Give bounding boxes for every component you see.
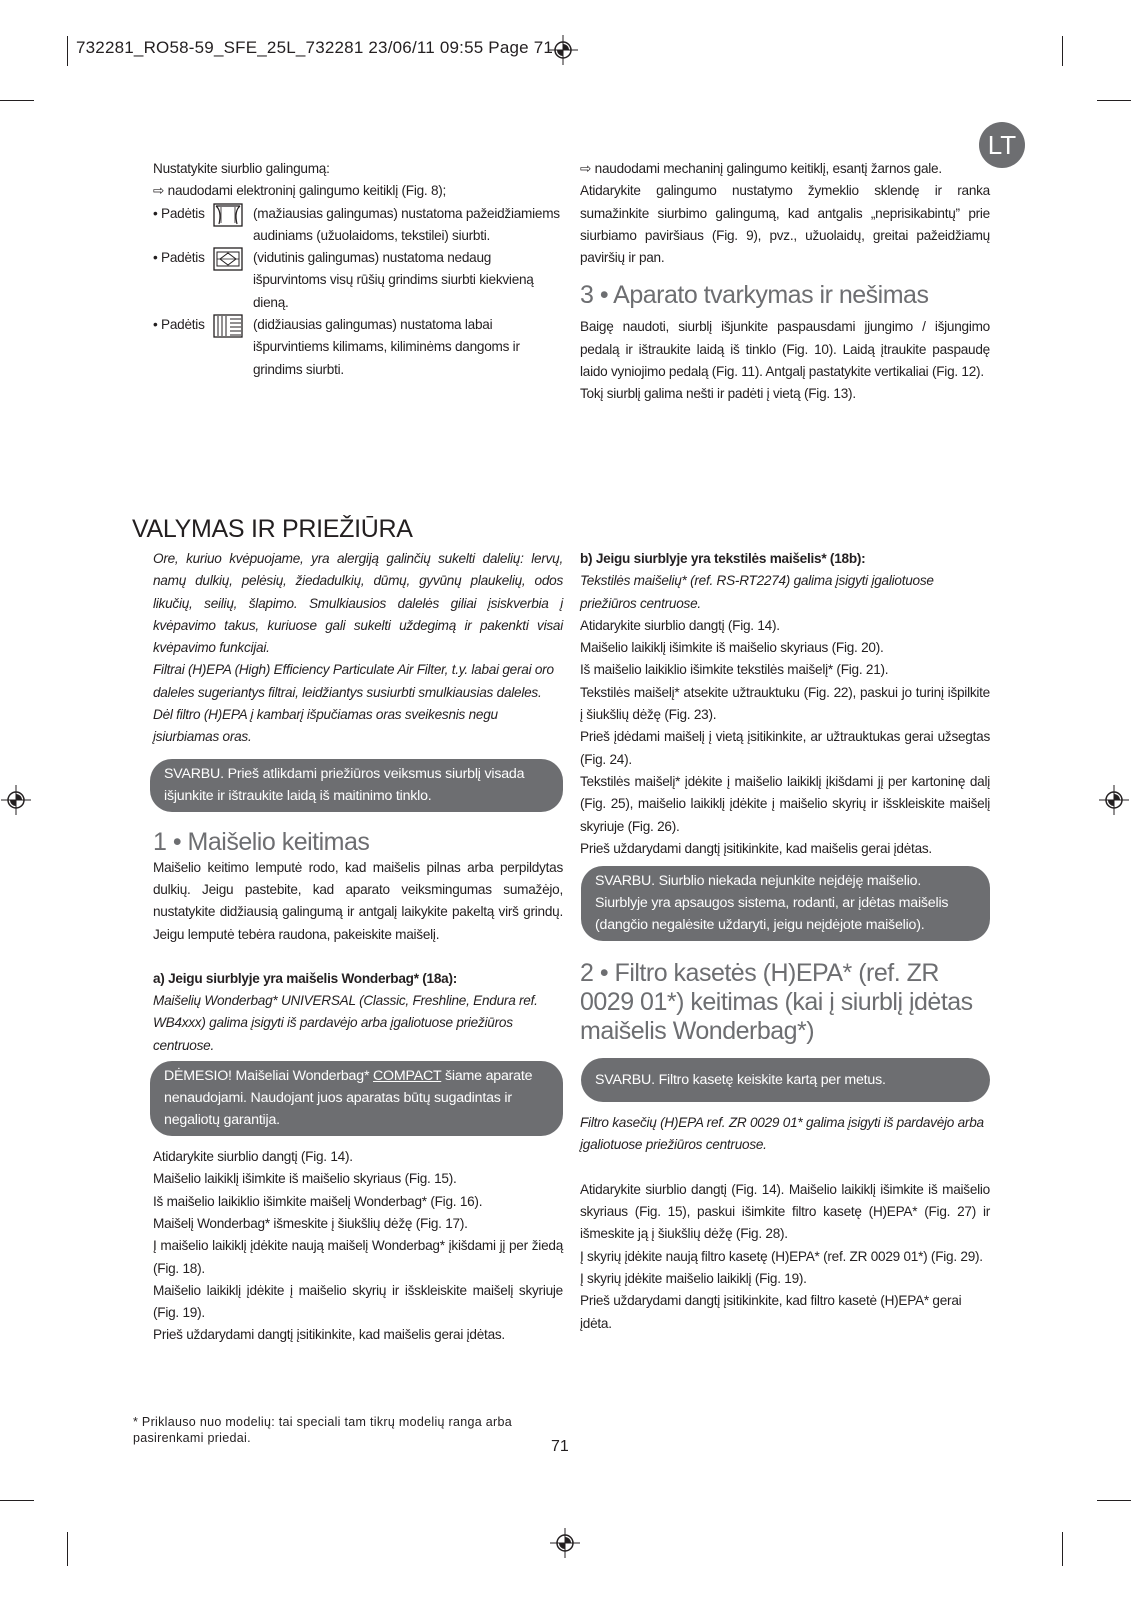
position-row-max [153,314,563,381]
section-2-title: 2 • Filtro kasetės (H)EPA* (ref. ZR 0029 01*) keitimas (kai į siurblį įdėtas maišelis Wonderbag*) [580,959,973,1046]
warning-box [150,1061,563,1136]
power-settings-right [580,158,990,406]
warning-compact: COMPACT [373,1068,442,1085]
important-box-2: SVARBU. Siurblio niekada nejunkite neįdėję maišelio. Siurblyje yra apsaugos sistema, rodanti, ar įdėtas maišelis (dangčio negalėsite uždaryti, jeigu neįdėjote maišelio). [581,866,990,941]
registration-mark-icon [550,1528,580,1558]
power-settings-left [153,158,563,381]
section-3-text-2: Tokį siurblį galima nešti ir padėti į vietą (Fig. 13). [580,386,856,402]
step: Iš maišelio laikiklio išimkite maišelį Wonderbag* (Fig. 16). [153,1193,483,1209]
step: Prieš uždarydami dangtį įsitikinkite, kad maišelis gerai įdėtas. [580,840,932,856]
print-slug: 732281_RO58-59_SFE_25L_732281 23/06/11 09:55 Page 71 [76,38,554,57]
crop-mark [1097,100,1131,101]
crop-mark [0,100,34,101]
floor-icon [213,247,253,314]
intro-italic: Ore, kuriuo kvėpuojame, yra alergiją galinčių sukelti dalelių: lervų, namų dulkių, pelėsių, žiedadulkių, dūmų, gyvūnų plaukelių, odos likučių, seilių, šlapimo. Smulkiausios dalelės giliai įsiskverbia į kvėpavimo takus, kuriuose gali sukelti uždegimą ir pakenkti visai kvėpavimo funkcijai. [153,551,563,656]
curtain-icon [213,203,253,248]
footnote: * Priklauso nuo modelių: tai speciali tam tikrų modelių ranga arba pasirenkami priedai. [133,1415,513,1445]
position-description: (mažiausias galingumas) nustatoma pažeidžiamiems audiniams (užuolaidoms, tekstilei) siurbti. [253,205,560,243]
step: Tekstilės maišelį* atsekite užtrauktuku (Fig. 22), paskui jo turinį išpilkite į šiukšlių dėžę (Fig. 23). [580,684,990,723]
filter-step: Į skyrių įdėkite naują filtro kasetę (H)EPA* (ref. ZR 0029 01*) (Fig. 29). [580,1248,983,1264]
filter-italic: Filtro kasečių (H)EPA ref. ZR 0029 01* galima įsigyti iš pardavėjo arba įgaliotuose priežiūros centruose. [580,1115,984,1153]
position-description: (didžiausias galingumas) nustatoma labai išpurvintiems kilimams, kiliminėms dangoms ir grindims siurbti. [253,317,520,377]
left-column [153,548,563,1347]
filter-text: Atidarykite siurblio dangtį (Fig. 14). Maišelio laikiklį išimkite iš maišelio skyriaus (Fig. 15), paskui išimkite filtro kasetę (H)EPA* (Fig. 27) ir išmeskite ją į šiukšlių dėžę (Fig. 28). [580,1181,990,1242]
filter-step: Prieš uždarydami dangtį įsitikinkite, kad filtro kasetė (H)EPA* gerai įdėta. [580,1293,962,1331]
step: Atidarykite siurblio dangtį (Fig. 14). [580,617,780,633]
mechanical-switch-line: ⇨ naudodami mechaninį galingumo keitiklį, esantį žarnos gale. [580,161,942,176]
right-column [580,548,990,1335]
step: Atidarykite siurblio dangtį (Fig. 14). [153,1149,353,1165]
sub-a-italic: Maišelių Wonderbag* UNIVERSAL (Classic, Freshline, Endura ref. WB4xxx) galima įsigyti iš pardavėjo arba įgaliotuose priežiūros centruose. [153,993,538,1053]
step: Maišelio laikiklį išimkite iš maišelio skyriaus (Fig. 15). [153,1171,457,1187]
position-label: • Padėtis [153,205,205,221]
warning-text: DĖMESIO! Maišeliai Wonderbag* [164,1068,374,1085]
crop-mark [1062,1532,1063,1566]
page-title: VALYMAS IR PRIEŽIŪRA [132,515,413,543]
registration-mark-icon [1099,785,1129,815]
language-badge: LT [979,122,1025,168]
section-1-text: Maišelio keitimo lemputė rodo, kad maišelis pilnas arba perpildytas dulkių. Jeigu pastebite, kad aparato veiksmingumas sumažėjo, nustatykite didžiausią galingumą ir antgalį laikykite pakeltą virš grindų. Jeigu lemputė tebėra raudona, pakeiskite maišelį. [153,859,563,942]
sub-b-italic: Tekstilės maišelių* (ref. RS-RT2274) galima įsigyti įgaliotuose priežiūros centruose. [580,573,934,611]
crop-mark [1097,1500,1131,1501]
step: Prieš įdėdami maišelį į vietą įsitikinkite, ar užtrauktukas gerai užsegtas (Fig. 24). [580,729,990,767]
sub-a-title: a) Jeigu siurblyje yra maišelis Wonderbag* (18a): [153,970,458,986]
mechanical-switch-text: Atidarykite galingumo nustatymo žymeklio sklendę ir ranka sumažinkite siurbimo galingumą, kad antgalis „neprisikabintų” prie siurbiamo paviršiaus (Fig. 9), pvz., užuolaidų, greitai pažeidžiamų paviršių ir pan. [580,183,990,266]
warning-text-2: šiame aparate nenaudojami. Naudojant juos aparatas būtų sugadintas ir negaliotų garantija. [164,1068,533,1129]
step: Maišelio laikiklį išimkite iš maišelio skyriaus (Fig. 20). [580,640,884,656]
carpet-icon [213,314,253,381]
electronic-switch-line: ⇨ naudodami elektroninį galingumo keitiklį (Fig. 8); [153,183,447,199]
position-row-min [153,203,563,248]
section-3-title: 3 • Aparato tvarkymas ir nešimas [580,281,929,310]
section-1-title: 1 • Maišelio keitimas [153,827,370,856]
position-row-medium [153,247,563,314]
step: Tekstilės maišelį* įdėkite į maišelio laikiklį įkišdami jį per kartoninę dalį (Fig. 25), maišelio laikiklį įdėkite į maišelio skyrių ir išskleiskite maišelį skyriuje (Fig. 26). [580,773,990,834]
step: Į maišelio laikiklį įdėkite naują maišelį Wonderbag* įkišdami jį per žiedą (Fig. 18). [153,1238,563,1276]
crop-mark [67,1532,68,1566]
sub-b-title: b) Jeigu siurblyje yra tekstilės maišelis* (18b): [580,551,866,566]
step: Prieš uždarydami dangtį įsitikinkite, kad maišelis gerai įdėtas. [153,1327,505,1343]
crop-mark [1062,36,1063,66]
page-number: 71 [551,1438,569,1455]
registration-mark-icon [1,785,31,815]
filter-italic-2: Dėl filtro (H)EPA į kambarį išpučiamas oras sveikesnis negu įsiurbiamas oras. [153,707,498,745]
section-3-text: Baigę naudoti, siurblį išjunkite paspausdami įjungimo / išjungimo pedalą ir ištraukite laidą iš tinklo (Fig. 10). Laidą įtraukite paspaudę laido vyniojimo pedalą (Fig. 11). Antgalį pastatykite vertikaliai (Fig. 12). [580,319,990,380]
position-description: (vidutinis galingumas) nustatoma nedaug išpurvintoms visų rūšių grindims siurbti kiekvieną dieną. [253,250,534,310]
step: Maišelio laikiklį įdėkite į maišelio skyrių ir išskleiskite maišelį skyriuje (Fig. 19). [153,1282,563,1321]
step: Maišelį Wonderbag* išmeskite į šiukšlių dėžę (Fig. 17). [153,1215,468,1231]
bag-steps [153,1146,563,1347]
important-box: SVARBU. Prieš atlikdami priežiūros veiksmus siurblį visada išjunkite ir ištraukite laidą iš maitinimo tinklo. [150,759,563,812]
position-label: • Padėtis [153,317,205,333]
crop-mark [67,36,68,66]
power-intro: Nustatykite siurblio galingumą: [153,161,330,176]
filter-step: Į skyrių įdėkite maišelio laikiklį (Fig. 19). [580,1270,807,1286]
position-label: • Padėtis [153,250,205,266]
filter-italic: Filtrai (H)EPA (High) Efficiency Particulate Air Filter, t.y. labai gerai oro daleles sugeriantys filtrai, leidžiantys susiurbti smulkiausias daleles. [153,662,554,700]
important-box-3: SVARBU. Filtro kasetę keiskite kartą per metus. [581,1058,990,1102]
crop-mark [0,1500,34,1501]
step: Iš maišelio laikiklio išimkite tekstilės maišelį* (Fig. 21). [580,662,889,678]
